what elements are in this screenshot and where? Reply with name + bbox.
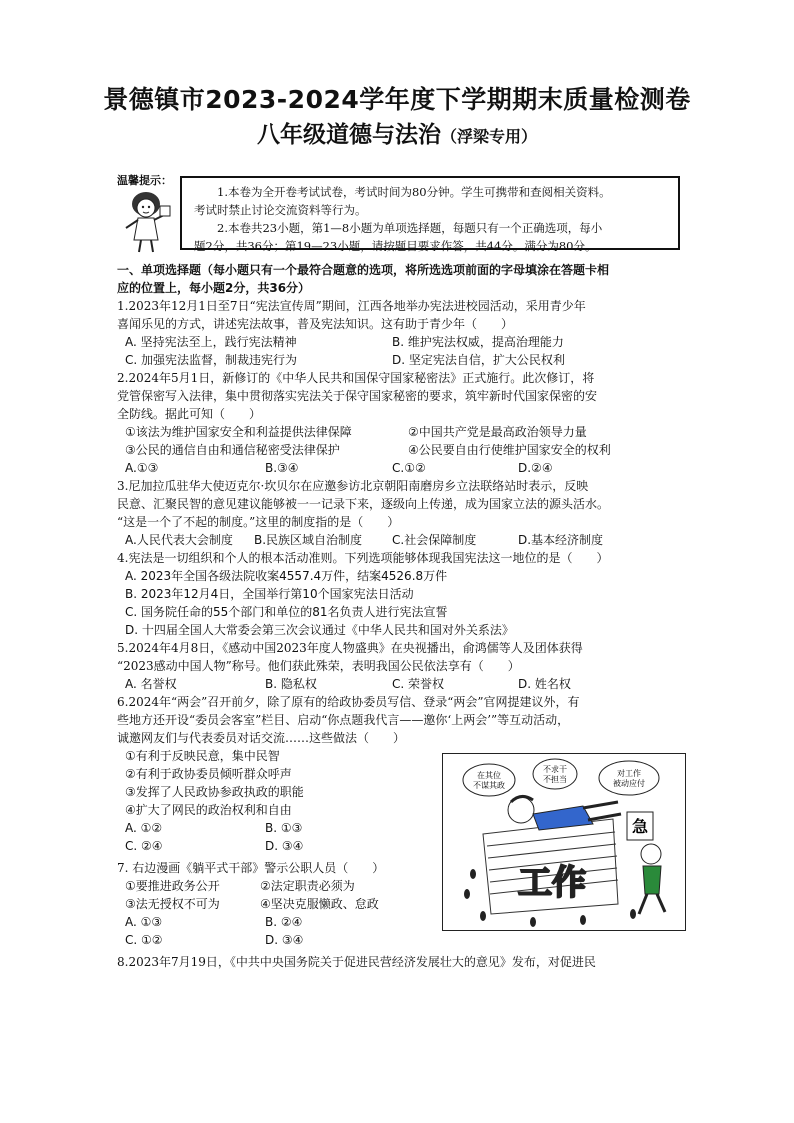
section-heading-2: 应的位置上，每小题2分，共36分） (117, 281, 311, 295)
q3-option-c[interactable]: C.社会保障制度 (392, 533, 477, 547)
q5-option-d[interactable]: D. 姓名权 (518, 677, 571, 691)
notice-line-2: 考试时禁止讨论交流资料等行为。 (194, 203, 367, 217)
q7-option-a[interactable]: A. ①③ (125, 915, 163, 929)
q5-option-a[interactable]: A. 名誉权 (125, 677, 177, 691)
q2-statement-3: ③公民的通信自由和通信秘密受法律保护 (125, 443, 340, 457)
q2-statement-2: ②中国共产党是最高政治领导力量 (408, 425, 587, 439)
q6-stem-3: 诚邀网友们与代表委员对话交流……这些做法（ ） (117, 731, 406, 745)
notice-box (180, 176, 680, 253)
cartoon-drawing (443, 754, 685, 930)
q7-stem-1: 7. 右边漫画《躺平式干部》警示公职人员（ ） (117, 861, 385, 875)
subtitle-note: （浮梁专用） (440, 127, 537, 146)
cartoon-bubble-3: 对工作 (617, 769, 641, 778)
q5-option-c[interactable]: C. 荣誉权 (392, 677, 445, 691)
q2-stem-2: 党管保密写入法律，集中贯彻落实宪法关于保守国家秘密的要求，筑牢新时代国家保密的安 (117, 389, 598, 403)
q7-option-b[interactable]: B. ②④ (265, 915, 303, 929)
q2-option-c[interactable]: C.①② (392, 461, 426, 475)
cartoon-bubble-1b: 不谋其政 (473, 781, 505, 790)
q3-option-b[interactable]: B.民族区域自治制度 (254, 533, 363, 547)
q3-stem-2: 民意、汇聚民智的意见建议能够被一一记录下来，逐级向上传递，成为国家立法的源头活水。 (117, 497, 610, 511)
q3-option-d[interactable]: D.基本经济制度 (518, 533, 604, 547)
page-title: 景德镇市2023-2024学年度下学期期末质量检测卷 (103, 85, 691, 114)
q2-stem-1: 2.2024年5月1日，新修订的《中华人民共和国保守国家秘密法》正式施行。此次修订，将 (117, 371, 595, 385)
q4-option-b[interactable]: B. 2023年12月4日，全国举行第10个国家宪法日活动 (125, 587, 414, 601)
q6-stem-1: 6.2024年“两会”召开前夕，除了原有的给政协委员写信、登录“两会”官网提建议外，有 (117, 695, 580, 709)
page-subtitle (0, 116, 794, 149)
q6-statement-4: ④扩大了网民的政治权利和自由 (125, 803, 292, 817)
q6-statement-1: ①有利于反映民意，集中民智 (125, 749, 280, 763)
q2-statement-4: ④公民要自由行使维护国家安全的权利 (408, 443, 611, 457)
q6-option-a[interactable]: A. ①② (125, 821, 163, 835)
q1-option-b[interactable]: B. 维护宪法权威，提高治理能力 (392, 335, 564, 349)
cartoon-pile-text: 工作 (518, 863, 586, 903)
q7-statement-2: ②法定职责必须为 (260, 879, 355, 893)
q6-statement-2: ②有利于政协委员倾听群众呼声 (125, 767, 292, 781)
q1-option-d[interactable]: D. 坚定宪法自信，扩大公民权利 (392, 353, 565, 367)
q7-statement-3: ③法无授权不可为 (125, 897, 220, 911)
q7-option-d[interactable]: D. ③④ (265, 933, 304, 947)
q5-option-b[interactable]: B. 隐私权 (265, 677, 317, 691)
q6-statement-3: ③发挥了人民政协参政执政的职能 (125, 785, 304, 799)
girl-illustration (116, 188, 176, 254)
q2-option-b[interactable]: B.③④ (265, 461, 299, 475)
q4-option-d[interactable]: D. 十四届全国人大常委会第三次会议通过《中华人民共和国对外关系法》 (125, 623, 514, 637)
q2-stem-3: 全防线。据此可知（ ） (117, 407, 262, 421)
q6-stem-2: 些地方还开设“委员会客室”栏目、启动“你点题我代言——邀你‘上两会’”等互动活动， (117, 713, 570, 727)
notice-line-1: 1.本卷为全开卷考试试卷，考试时间为80分钟。学生可携带和查阅相关资料。 (217, 185, 611, 199)
q3-stem-1: 3.尼加拉瓜驻华大使迈克尔·坎贝尔在应邀参访北京朝阳南磨房乡立法联络站时表示，反映 (117, 479, 589, 493)
q8-stem-1: 8.2023年7月19日，《中共中央国务院关于促进民营经济发展壮大的意见》发布，对促进民 (117, 955, 596, 969)
q1-stem-2: 喜闻乐见的方式，讲述宪法故事，普及宪法知识。这有助于青少年（ ） (117, 317, 514, 331)
q4-option-a[interactable]: A. 2023年全国各级法院收案4557.4万件，结案4526.8万件 (125, 569, 448, 583)
q2-option-a[interactable]: A.①③ (125, 461, 159, 475)
cartoon-bubble-1: 在其位 (477, 771, 501, 780)
q5-stem-1: 5.2024年4月8日，《感动中国2023年度人物盛典》在央视播出，俞鸿儒等人及团体获得 (117, 641, 583, 655)
section-heading-1: 一、单项选择题（每小题只有一个最符合题意的选项，将所选选项前面的字母填涂在答题卡相 (117, 263, 610, 277)
q4-stem-1: 4.宪法是一切组织和个人的根本活动准则。下列选项能够体现我国宪法这一地位的是（ ） (117, 551, 609, 565)
cartoon-bubble-2b: 不担当 (543, 775, 567, 784)
q7-statement-1: ①要推进政务公开 (125, 879, 220, 893)
q6-option-c[interactable]: C. ②④ (125, 839, 163, 853)
q1-option-a[interactable]: A. 坚持宪法至上，践行宪法精神 (125, 335, 297, 349)
notice-line-4: 题2分，共36分；第19—23小题，请按题目要求作答，共44分。满分为80分。 (194, 239, 597, 253)
q7-option-c[interactable]: C. ①② (125, 933, 163, 947)
cartoon-lying-flat-official (442, 753, 686, 931)
q1-option-c[interactable]: C. 加强宪法监督，制裁违宪行为 (125, 353, 298, 367)
cartoon-bubble-2: 不求干 (543, 765, 567, 774)
q2-statement-1: ①该法为维护国家安全和利益提供法律保障 (125, 425, 352, 439)
q3-option-a[interactable]: A.人民代表大会制度 (125, 533, 233, 547)
q2-option-d[interactable]: D.②④ (518, 461, 553, 475)
subtitle-main: 八年级道德与法治 (256, 122, 441, 148)
q1-stem-1: 1.2023年12月1日至7日“宪法宣传周”期间，江西各地举办宪法进校园活动，采用青少年 (117, 299, 586, 313)
cartoon-sign-text: 急 (631, 817, 649, 836)
notice-line-3: 2.本卷共23小题，第1—8小题为单项选择题，每题只有一个正确选项，每小 (217, 221, 603, 235)
cartoon-bubble-3b: 被动应付 (613, 779, 645, 788)
q6-option-d[interactable]: D. ③④ (265, 839, 304, 853)
q7-statement-4: ④坚决克服懒政、怠政 (260, 897, 379, 911)
notice-label: 温馨提示： (117, 174, 172, 187)
q6-option-b[interactable]: B. ①③ (265, 821, 303, 835)
q5-stem-2: “2023感动中国人物”称号。他们获此殊荣，表明我国公民依法享有（ ） (117, 659, 520, 673)
q3-stem-3: “这是一个了不起的制度。”这里的制度指的是（ ） (117, 515, 400, 529)
q4-option-c[interactable]: C. 国务院任命的55个部门和单位的81名负责人进行宪法宣誓 (125, 605, 448, 619)
